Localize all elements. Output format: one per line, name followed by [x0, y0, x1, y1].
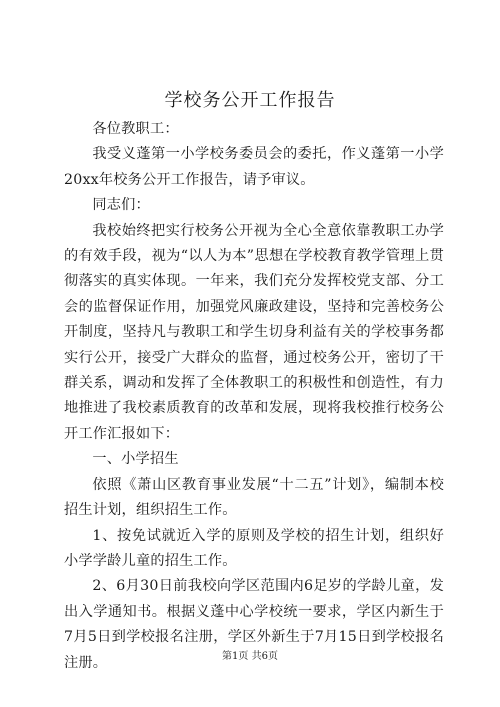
- document-title: 学校务公开工作报告: [164, 90, 336, 111]
- salutation-staff: 各位教职工：: [92, 121, 179, 137]
- salutation-comrades: 同志们：: [92, 197, 150, 214]
- overview-paragraph: 我校始终把实行校务公开视为全心全意依靠教职工办学的有效手段，视为“以人为本”思想在学校教育教学管理上贯彻落实的真实体现。一年来，我们充分发挥校党支部、分工会的监督保证作用，加强党风廉政建设，坚持和完善校务公开制度，坚持凡与教职工和学生切身利益有关的学校事务都实行公开，接受广大群众的监督，通过校务公开，密切了干群关系，调动和发挥了全体教职工的积极性和创造性，有力地推进了我校素质教育的改革和发展，现将我校推行校务公开工作汇报如下：: [64, 222, 444, 442]
- enrollment-item-2: 2、6月30日前我校向学区范围内6足岁的学龄儿童，发出入学通知书。根据义蓬中心学校统一要求，学区内新生于7月5日到学校报名注册，学区外新生于7月15日到学校报名注册。: [64, 578, 444, 671]
- enrollment-item-1: 1、按免试就近入学的原则及学校的招生计划，组织好小学学龄儿童的招生工作。: [64, 527, 444, 569]
- document-body: [64, 117, 444, 676]
- intro-paragraph: 我受义蓬第一小学校务委员会的委托，作义蓬第一小学20xx年校务公开工作报告，请予审议。: [64, 146, 444, 188]
- section-heading-enrollment: 一、小学招生: [92, 451, 179, 468]
- page-footer: 第1页 共6页: [222, 651, 278, 662]
- enrollment-plan-paragraph: 依照《萧山区教育事业发展“十二五”计划》，编制本校招生计划，组织招生工作。: [64, 476, 444, 519]
